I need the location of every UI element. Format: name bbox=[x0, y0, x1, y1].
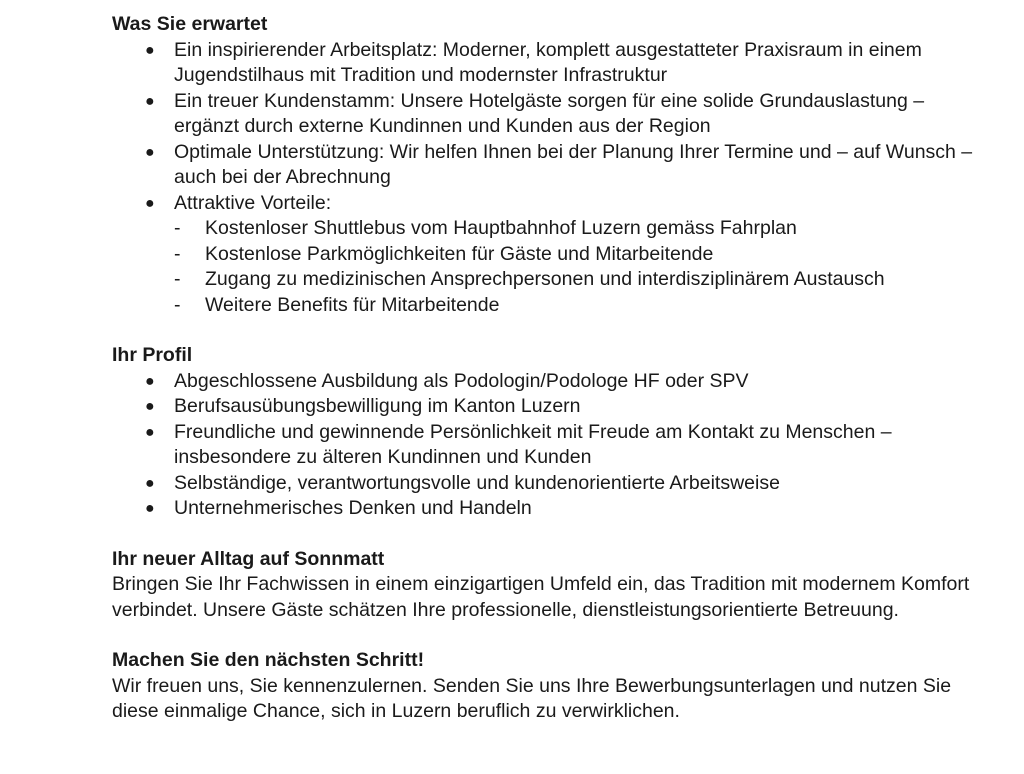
dash-icon: - bbox=[174, 268, 181, 290]
item-label: Ein inspirierender Arbeitsplatz: bbox=[174, 38, 438, 61]
section-new-daily-routine bbox=[112, 547, 992, 624]
item-text: Abgeschlossene Ausbildung als Podologin/Podologe HF oder SPV bbox=[174, 369, 749, 392]
bullet-icon: ● bbox=[145, 423, 155, 441]
sub-item-text: Kostenloser Shuttlebus vom Hauptbahnhof Luzern gemäss Fahrplan bbox=[205, 217, 797, 239]
list-item bbox=[112, 496, 992, 522]
bullet-icon: ● bbox=[145, 143, 155, 161]
sub-item-text: Zugang zu medizinischen Ansprechpersonen und interdisziplinärem Austausch bbox=[205, 268, 885, 290]
bullet-list bbox=[112, 369, 992, 522]
bullet-icon: ● bbox=[145, 500, 155, 517]
sub-list-item bbox=[174, 267, 992, 293]
bullet-list bbox=[112, 38, 992, 319]
item-text: Unternehmerisches Denken und Handeln bbox=[174, 497, 532, 519]
bullet-icon: ● bbox=[145, 41, 155, 59]
item-text: Moderner, komplett ausgestatteter Praxisraum in einem Jugendstilhaus mit Tradition und modernster Infrastruktur bbox=[174, 38, 922, 86]
dash-icon: - bbox=[174, 293, 181, 316]
list-item bbox=[112, 420, 992, 471]
dash-list bbox=[174, 216, 992, 318]
sub-item-text: Kostenlose Parkmöglichkeiten für Gäste und Mitarbeitende bbox=[205, 242, 714, 265]
section-your-profile bbox=[112, 343, 992, 522]
item-label: Ein treuer Kundenstamm: bbox=[174, 89, 396, 112]
sub-item-text: Weitere Benefits für Mitarbeitende bbox=[205, 293, 500, 316]
bullet-icon: ● bbox=[145, 194, 155, 212]
list-item bbox=[112, 38, 992, 89]
item-label: Optimale Unterstützung: bbox=[174, 140, 385, 163]
item-text: Freundliche und gewinnende Persönlichkeit mit Freude am Kontakt zu Menschen – insbesondere zu älteren Kundinnen und Kunden bbox=[174, 420, 892, 468]
list-item bbox=[112, 140, 992, 191]
sub-list-item bbox=[174, 293, 992, 319]
item-text: Berufsausübungsbewilligung im Kanton Luzern bbox=[174, 395, 581, 417]
section-paragraph: Wir freuen uns, Sie kennenzulernen. Senden Sie uns Ihre Bewerbungsunterlagen und nutzen Sie diese einmalige Chance, sich in Luzern beruflich zu verwirklichen. bbox=[112, 674, 952, 722]
dash-icon: - bbox=[174, 217, 181, 239]
sub-list-item bbox=[174, 242, 992, 268]
sub-list-item bbox=[174, 216, 992, 242]
section-heading: Ihr neuer Alltag auf Sonnmatt bbox=[112, 547, 385, 570]
item-label: Attraktive Vorteile: bbox=[174, 191, 332, 214]
list-item bbox=[112, 191, 992, 319]
section-paragraph: Bringen Sie Ihr Fachwissen in einem einzigartigen Umfeld ein, das Tradition mit modernem Komfort verbindet. Unsere Gäste schätzen Ihre professionelle, dienstleistungsorientierte Betreuung. bbox=[112, 573, 970, 621]
list-item bbox=[112, 89, 992, 140]
list-item bbox=[112, 394, 992, 420]
bullet-icon: ● bbox=[145, 474, 155, 492]
section-what-to-expect bbox=[112, 12, 992, 318]
item-text: Wir helfen Ihnen bei der Planung Ihrer Termine und – auf Wunsch – auch bei der Abrechnung bbox=[174, 140, 973, 188]
list-item bbox=[112, 369, 992, 395]
bullet-icon: ● bbox=[145, 398, 155, 415]
item-text: Unsere Hotelgäste sorgen für eine solide Grundauslastung – ergänzt durch externe Kundinnen und Kunden aus der Region bbox=[174, 89, 925, 137]
bullet-icon: ● bbox=[145, 92, 155, 110]
section-heading: Machen Sie den nächsten Schritt! bbox=[112, 649, 425, 671]
list-item bbox=[112, 471, 992, 497]
section-heading: Ihr Profil bbox=[112, 344, 193, 366]
section-heading: Was Sie erwartet bbox=[112, 13, 268, 35]
section-next-step bbox=[112, 648, 992, 725]
dash-icon: - bbox=[174, 242, 181, 265]
bullet-icon: ● bbox=[145, 372, 155, 390]
item-text: Selbständige, verantwortungsvolle und kundenorientierte Arbeitsweise bbox=[174, 471, 780, 494]
